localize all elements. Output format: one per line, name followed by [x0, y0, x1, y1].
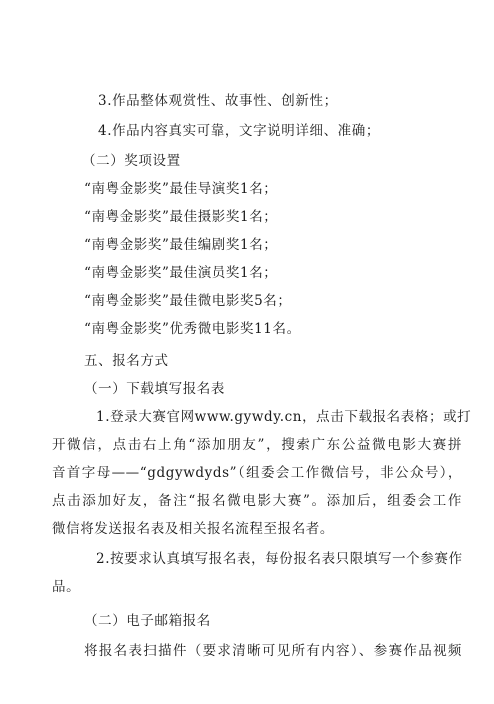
paragraph2-line: 2.按要求认真填写报名表，每份报名表只限填写一个参赛作: [96, 551, 463, 567]
paragraph1-line: 开微信，点击右上角“添加朋友”，搜索广东公益微电影大赛拼: [52, 437, 462, 453]
section5-heading: 五、报名方式: [84, 353, 169, 369]
email-line: 将报名表扫描件（要求清晰可见所有内容）、参赛作品视频: [84, 643, 462, 659]
paragraph1-line: 音首字母——“gdgywdyds”（组委会工作微信号，非公众号），: [52, 465, 462, 481]
email-heading: （二）电子邮箱报名: [84, 613, 211, 629]
paragraph1-line: 微信将发送报名表及相关报名流程至报名者。: [52, 521, 334, 537]
award-item: “南粤金影奖”最佳演员奖1名；: [84, 265, 278, 281]
award-item: “南粤金影奖”最佳摄影奖1名；: [84, 209, 278, 225]
paragraph2-line: 品。: [52, 579, 81, 595]
paragraph1-line: 1.登录大赛官网www.gywdy.cn，点击下载报名表格；或打: [96, 409, 472, 425]
award-item: “南粤金影奖”最佳微电影奖5名；: [84, 293, 292, 309]
paragraph1-line: 点击添加好友，备注“报名微电影大赛”。添加后，组委会工作: [52, 493, 462, 509]
award-item: “南粤金影奖”优秀微电影奖11名。: [84, 321, 301, 337]
award-item: “南粤金影奖”最佳导演奖1名；: [84, 181, 278, 197]
award-item: “南粤金影奖”最佳编剧奖1名；: [84, 237, 278, 253]
criteria-item-3: 3.作品整体观赏性、故事性、创新性；: [98, 93, 338, 109]
download-heading: （一）下载填写报名表: [84, 381, 225, 397]
awards-heading: （二）奖项设置: [82, 153, 181, 169]
criteria-item-4: 4.作品内容真实可靠，文字说明详细、准确；: [98, 123, 380, 139]
